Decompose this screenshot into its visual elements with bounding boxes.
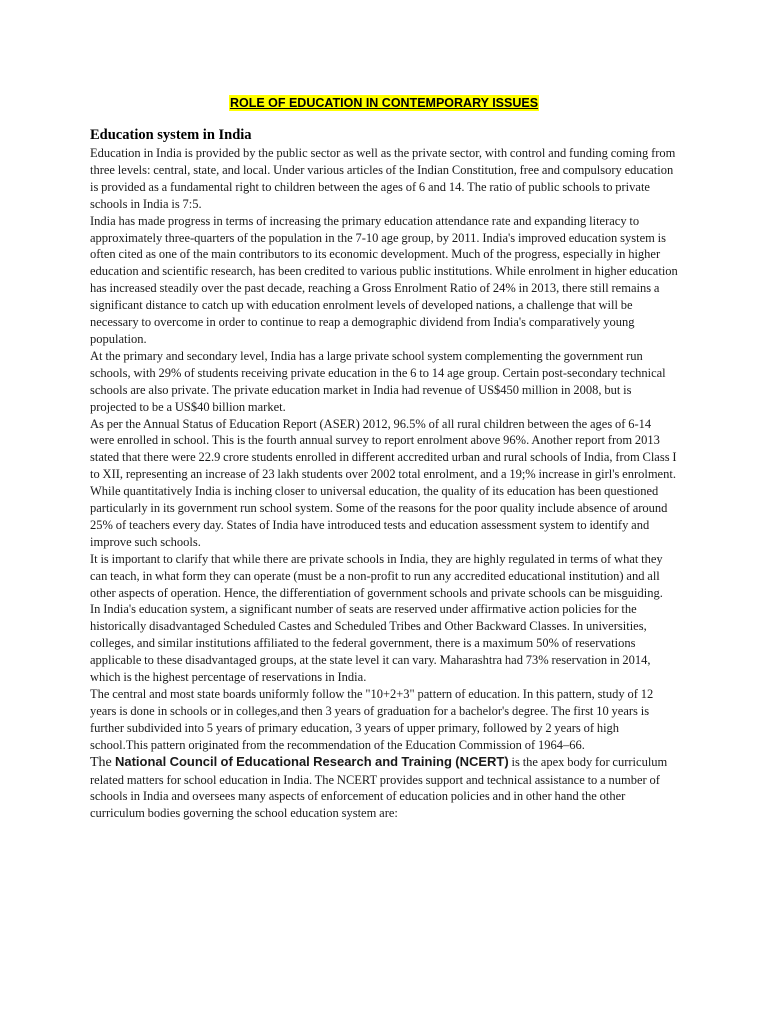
paragraph-aser-report: As per the Annual Status of Education Report (ASER) 2012, 96.5% of all rural children between the ages of 6-14 were enrolled in school. This is the fourth annual survey to report enrolment above 96%. Another report from 2013 stated that there were 22.9 crore students enrolled in different accredited urban and rural schools of India, from Class I to XII, representing an increase of 23 lakh students over 2002 total enrolment, and a 19;% increase in girl's enrolment. While quantitatively India is inching closer to universal education, the quality of its education has been questioned particularly in its government run school system. Some of the reasons for the poor quality include absence of around 25% of teachers every day. States of India have introduced tests and education assessment system to identify and improve such schools.	[90, 416, 677, 549]
document-body	[90, 126, 678, 822]
paragraph-pattern: The central and most state boards uniformly follow the "10+2+3" pattern of education. In this pattern, study of 12 years is done in schools or in colleges,and then 3 years of graduation for a bachelor's degree. The first 10 years is further subdivided into 5 years of primary education, 3 years of upper primary, followed by 2 years of high school.This pattern originated from the recommendation of the Education Commission of 1964–66.	[90, 687, 654, 752]
paragraph-reservations: In India's education system, a significant number of seats are reserved under affirmative action policies for the historically disadvantaged Scheduled Castes and Scheduled Tribes and Other Backward Classes. In universities, colleges, and similar institutions affiliated to the federal government, there is a maximum 50% of reservations applicable to these disadvantaged groups, at the state level it can vary. Maharashtra had 73% reservation in 2014, which is the highest percentage of reservations in India.	[90, 602, 651, 685]
document-title: ROLE OF EDUCATION IN CONTEMPORARY ISSUES	[229, 96, 539, 110]
ncert-rest-text: is the apex body for curriculum related matters for school education in India. The NCERT provides support and technical assistance to a number of schools in India and oversees many aspects of enforcement of education policies and in other hand the other curriculum bodies governing the school education system are:	[90, 754, 668, 821]
paragraph-private-schools: At the primary and secondary level, India has a large private school system complementing the government run schools, with 29% of students receiving private education in the 6 to 14 age group. Certain post-secondary technical schools are also private. The private education market in India had revenue of US$450 million in 2008, but is projected to be a US$40 billion market.	[90, 348, 666, 414]
section-heading: Education system in India	[90, 127, 252, 143]
ncert-lead-text: The	[90, 754, 115, 770]
title-wrapper	[0, 94, 768, 112]
paragraph-regulation: It is important to clarify that while there are private schools in India, they are highly regulated in terms of what they can teach, in what form they can operate (must be a non-profit to run any accredited educational institution) and all other aspects of operation. Hence, the differentiation of government schools and private schools can be misguiding.	[90, 551, 663, 600]
paragraph-ncert	[90, 754, 678, 823]
paragraph-progress: India has made progress in terms of increasing the primary education attendance rate and expanding literacy to approximately three-quarters of the population in the 7-10 age group, by 2011. India's improved education system is often cited as one of the main contributors to its economic development. Much of the progress, especially in higher education and scientific research, has been credited to various public institutions. While enrolment in higher education has increased steadily over the past decade, reaching a Gross Enrolment Ratio of 24% in 2013, there still remains a significant distance to catch up with education enrolment levels of developed nations, a challenge that will be necessary to overcome in order to continue to reap a demographic dividend from India's comparatively young population.	[90, 213, 678, 346]
ncert-bold-name: National Council of Educational Research and Training (NCERT)	[114, 753, 509, 769]
paragraph-public-private: Education in India is provided by the public sector as well as the private sector, with control and funding coming from three levels: central, state, and local. Under various articles of the Indian Constitution, free and compulsory education is provided as a fundamental right to children between the ages of 6 and 14. The ratio of public schools to private schools in India is 7:5.	[90, 146, 676, 211]
